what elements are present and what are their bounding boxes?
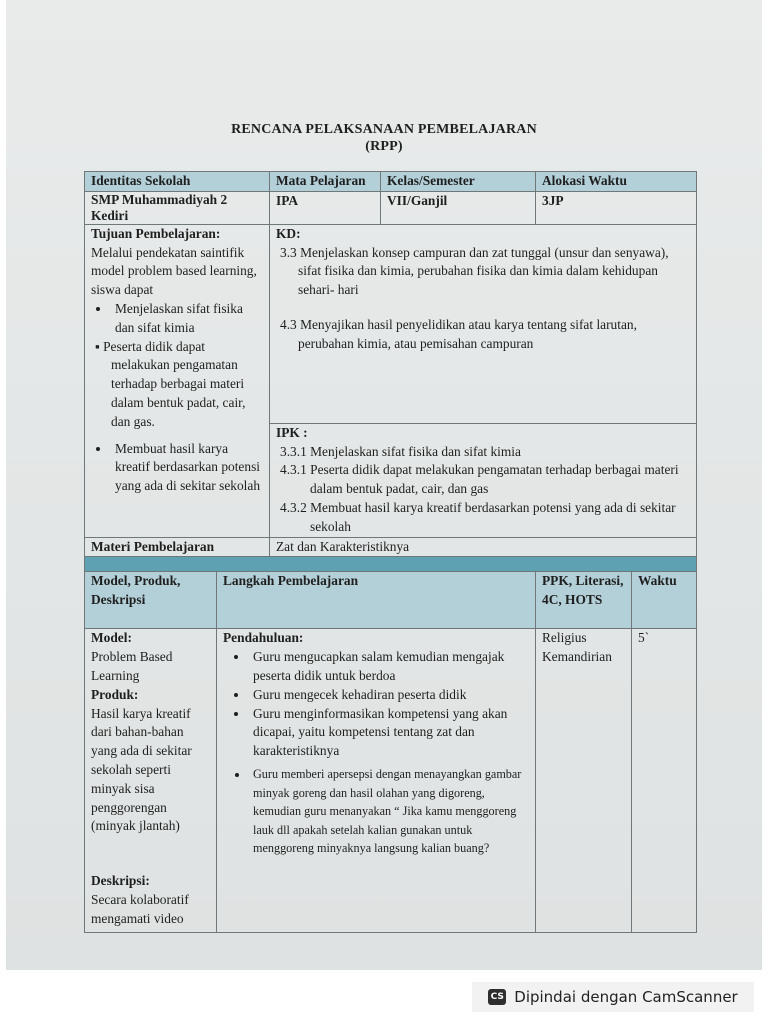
model-value: Problem Based Learning xyxy=(91,649,173,683)
produk-value: Hasil karya kreatif dari bahan-bahan yang ada di sekitar sekolah seperti minyak sisa penggorengan (minyak jlantah) xyxy=(91,705,192,834)
camscanner-watermark xyxy=(472,982,754,1012)
kd-cell xyxy=(270,224,697,423)
langkah-header: Langkah Pembelajaran xyxy=(217,572,536,629)
steps-list xyxy=(223,648,529,858)
langkah-cell xyxy=(217,629,536,933)
kelas-value: VII/Ganjil xyxy=(381,191,536,224)
kelas-header: Kelas/Semester xyxy=(381,172,536,192)
model-header: Model, Produk, Deskripsi xyxy=(85,572,217,629)
kd-item: 3.3 Menjelaskan konsep campuran dan zat tunggal (unsur dan senyawa), sifat fisika dan kimia, perubahan fisika dan kimia dalam kehidupan sehari- hari xyxy=(280,244,669,298)
rpp-table xyxy=(84,171,697,933)
tujuan-list xyxy=(91,300,263,338)
step-item: • Guru mengucapkan salam kemudian mengajak peserta didik untuk berdoa xyxy=(249,648,529,686)
ppk-header: PPK, Literasi, 4C, HOTS xyxy=(536,572,632,629)
step-item: • Guru mengecek kehadiran peserta didik xyxy=(249,686,529,705)
ipk-cell xyxy=(270,423,697,537)
step-item: • Guru menginformasikan kompetensi yang akan dicapai, yaitu kompetensi tentang zat dan karakteristiknya xyxy=(249,705,529,761)
materi-row xyxy=(85,537,697,557)
mapel-header: Mata Pelajaran xyxy=(270,172,381,192)
identity-value-row xyxy=(85,191,697,224)
document-subtitle: (RPP) xyxy=(365,139,403,154)
tujuan-item: ▪ Peserta didik dapat melakukan pengamatan terhadap berbagai materi dalam bentuk padat, cair, dan gas. xyxy=(95,338,246,429)
waktu-header: Waktu xyxy=(632,572,697,629)
alokasi-header: Alokasi Waktu xyxy=(536,172,697,192)
steps-header-row xyxy=(85,572,697,629)
ipk-heading: IPK : xyxy=(276,424,308,440)
model-cell xyxy=(85,629,217,933)
ppk-value: Religius xyxy=(542,630,587,646)
ipk-item: 4.3.2 Membuat hasil karya kreatif berdasarkan potensi yang ada di sekitar sekolah xyxy=(280,499,676,534)
materi-value: Zat dan Karakteristiknya xyxy=(270,537,697,557)
model-label: Model: xyxy=(91,630,132,646)
step-item: • Guru memberi apersepsi dengan menayangkan gambar minyak goreng dan hasil olahan yang digoreng, kemudian guru menanyakan “ Jika kamu menggoreng lauk dll apakah setelah kalian gunakan untuk menggoreng minyaknya langsung kalian buang? xyxy=(249,765,529,858)
tujuan-intro: Melalui pendekatan saintifik model problem based learning, siswa dapat xyxy=(91,244,257,298)
ppk-cell xyxy=(536,629,632,933)
tujuan-item: • Menjelaskan sifat fisika dan sifat kimia xyxy=(111,300,263,338)
ppk-value: Kemandirian xyxy=(542,649,612,665)
identity-header-row xyxy=(85,172,697,192)
pendahuluan-heading: Pendahuluan: xyxy=(223,630,304,646)
produk-label: Produk: xyxy=(91,686,139,702)
camscanner-logo-icon: CS xyxy=(488,989,506,1005)
tujuan-heading: Tujuan Pembelajaran: xyxy=(91,225,221,241)
kd-item: 4.3 Menyajikan hasil penyelidikan atau karya tentang sifat larutan, perubahan kimia, atau pemisahan campuran xyxy=(280,316,637,351)
identitas-header: Identitas Sekolah xyxy=(85,172,270,192)
document-title: RENCANA PELAKSANAAN PEMBELAJARAN xyxy=(231,122,537,137)
ipk-item: 3.3.1 Menjelaskan sifat fisika dan sifat kimia xyxy=(280,443,521,459)
deskripsi-label: Deskripsi: xyxy=(91,873,150,889)
alokasi-value: 3JP xyxy=(536,191,697,224)
kd-heading: KD: xyxy=(276,225,301,241)
tujuan-item: • Membuat hasil karya kreatif berdasarkan potensi yang ada di sekitar sekolah xyxy=(111,440,263,496)
waktu-cell: 5` xyxy=(632,629,697,933)
deskripsi-value: Secara kolaboratif mengamati video xyxy=(91,891,189,926)
ipk-item: 4.3.1 Peserta didik dapat melakukan pengamatan terhadap berbagai materi dalam bentuk padat, cair, dan gas xyxy=(280,462,679,497)
tujuan-cell xyxy=(85,224,270,537)
tujuan-kd-row xyxy=(85,224,697,423)
camscanner-text: Dipindai dengan CamScanner xyxy=(514,988,738,1006)
steps-row xyxy=(85,629,697,933)
section-divider xyxy=(85,557,697,572)
tujuan-list xyxy=(91,440,263,496)
school-name: SMP Muhammadiyah 2 Kediri xyxy=(85,191,270,224)
materi-label: Materi Pembelajaran xyxy=(85,537,270,557)
mapel-value: IPA xyxy=(270,191,381,224)
